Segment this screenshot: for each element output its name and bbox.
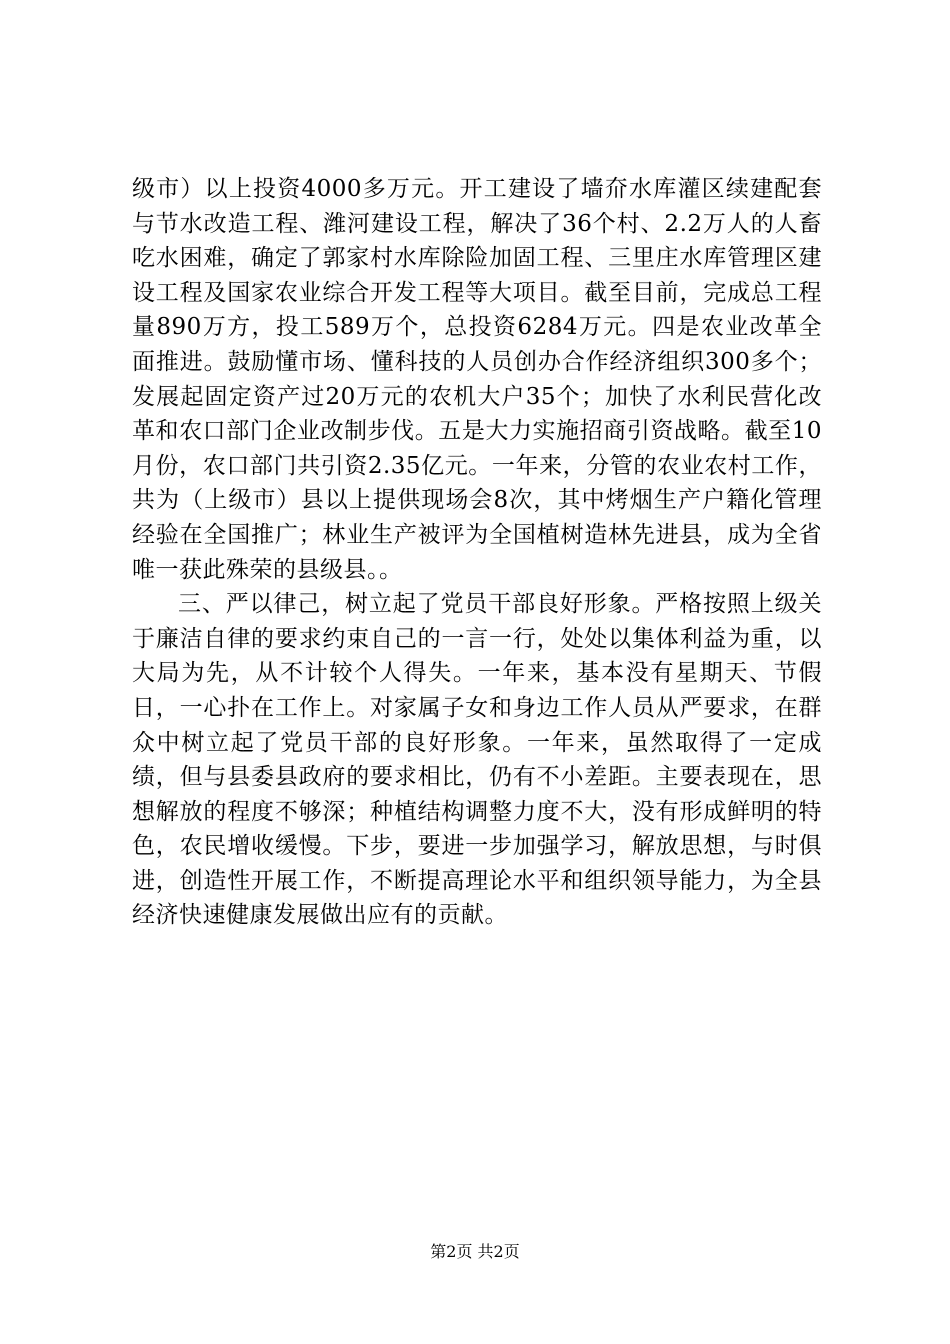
- document-body: [132, 172, 822, 933]
- page-footer: 第2页 共2页: [430, 1242, 520, 1261]
- paragraph-section-three: 三、严以律己，树立起了党员干部良好形象。严格按照上级关于廉洁自律的要求约束自己的一言一行，处处以集体利益为重，以大局为先，从不计较个人得失。一年来，基本没有星期天、节假日，一心扑在工作上。对家属子女和身边工作人员从严要求，在群众中树立起了党员干部的良好形象。一年来，虽然取得了一定成绩，但与县委县政府的要求相比，仍有不小差距。主要表现在，思想解放的程度不够深；种植结构调整力度不大，没有形成鲜明的特色，农民增收缓慢。下步，要进一步加强学习，解放思想，与时俱进，创造性开展工作，不断提高理论水平和组织领导能力，为全县经济快速健康发展做出应有的贡献。: [132, 591, 822, 929]
- paragraph-continued: 级市）以上投资4000多万元。开工建设了墙夼水库灌区续建配套与节水改造工程、潍河建设工程，解决了36个村、2.2万人的人畜吃水困难，确定了郭家村水库除险加固工程、三里庄水库管理区建设工程及国家农业综合开发工程等大项目。截至目前，完成总工程量890万方，投工589万个，总投资6284万元。四是农业改革全面推进。鼓励懂市场、懂科技的人员创办合作经济组织300多个；发展起固定资产过20万元的农机大户35个；加快了水利民营化改革和农口部门企业改制步伐。五是大力实施招商引资战略。截至10月份，农口部门共引资2.35亿元。一年来，分管的农业农村工作，共为（上级市）县以上提供现场会8次，其中烤烟生产户籍化管理经验在全国推广；林业生产被评为全国植树造林先进县，成为全省唯一获此殊荣的县级县。。: [132, 176, 822, 583]
